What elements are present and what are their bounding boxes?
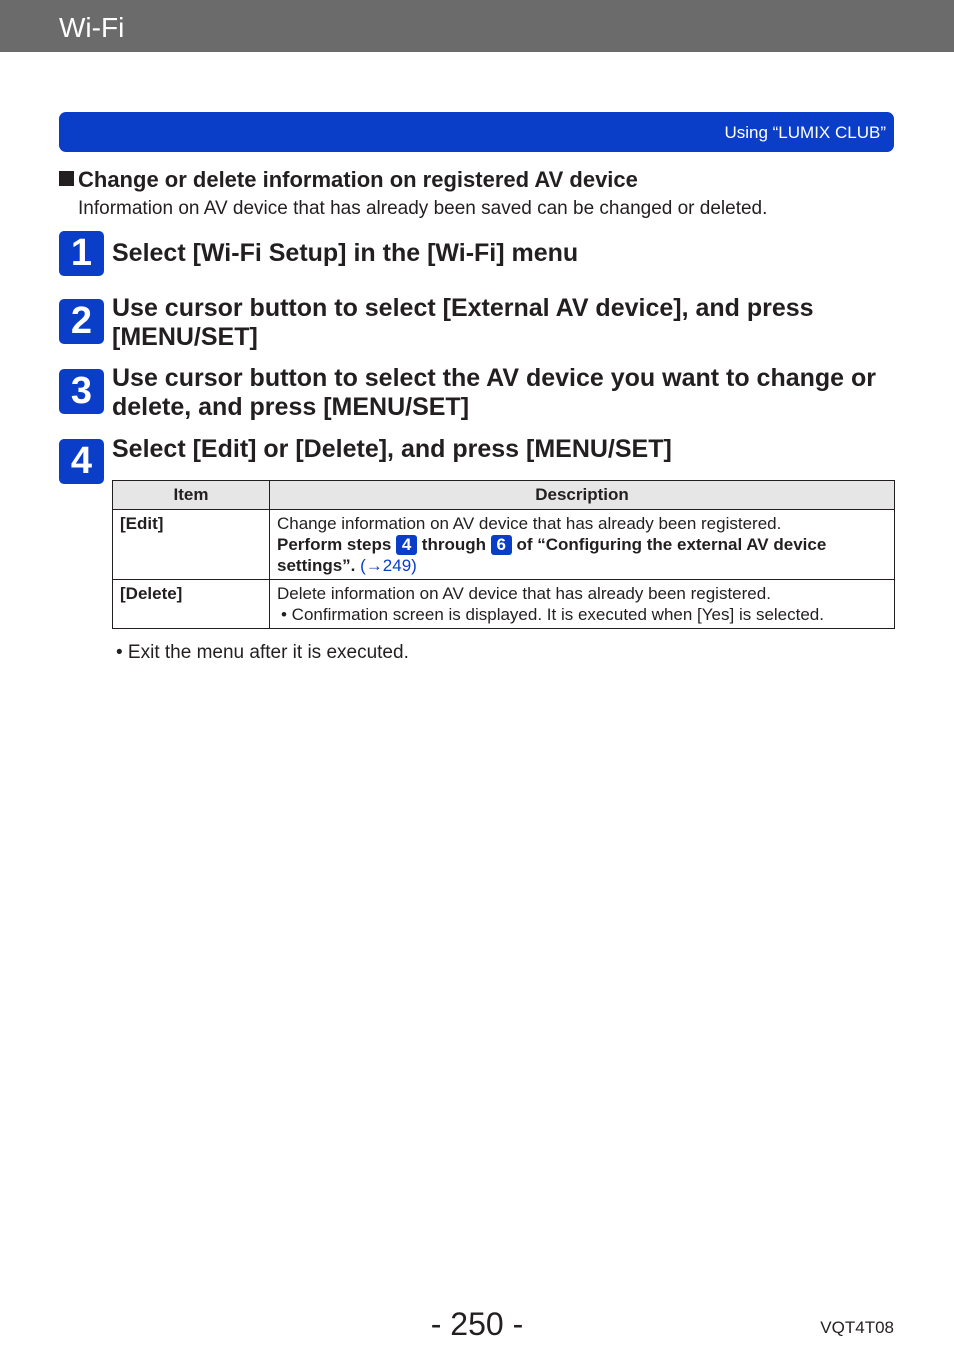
page-reference-link[interactable]: (→249)	[360, 556, 417, 575]
table-header-row	[113, 481, 895, 510]
delete-bullet-note: • Confirmation screen is displayed. It is executed when [Yes] is selected.	[281, 605, 824, 624]
table-row	[113, 580, 895, 629]
intro-text: Information on AV device that has already been saved can be changed or deleted.	[78, 198, 768, 219]
step-2-text: Use cursor button to select [External AV device], and press [MENU/SET]	[112, 294, 814, 351]
page-number: - 250 -	[430, 1306, 524, 1342]
step-3-badge: 3	[59, 369, 104, 414]
section-band	[59, 112, 894, 152]
chapter-title: Wi-Fi	[59, 12, 125, 43]
section-band-label: Using “LUMIX CLUB”	[724, 123, 886, 142]
column-header-item: Item	[113, 481, 270, 510]
square-bullet-icon	[59, 171, 74, 186]
top-header-bar	[0, 0, 954, 52]
subheading-text: Change or delete information on registered AV device	[78, 167, 638, 192]
edit-description-line: Change information on AV device that has already been registered.	[277, 514, 782, 533]
item-cell-edit: [Edit]	[113, 510, 270, 580]
step-1-badge: 1	[59, 231, 104, 276]
delete-description-line: Delete information on AV device that has already been registered.	[277, 584, 771, 603]
step-2-badge: 2	[59, 299, 104, 344]
column-header-description: Description	[270, 481, 895, 510]
step-4-inline-badge: 4	[396, 535, 417, 555]
model-code: VQT4T08	[820, 1318, 894, 1337]
step-3-text: Use cursor button to select the AV device you want to change or delete, and press [MENU/SET]	[112, 364, 877, 421]
options-table	[112, 480, 895, 629]
subheading	[59, 167, 638, 193]
step-4-text: Select [Edit] or [Delete], and press [MENU/SET]	[112, 435, 672, 463]
exit-note: • Exit the menu after it is executed.	[116, 642, 409, 663]
edit-instruction: Perform steps 4 through 6 of “Configuring the external AV device settings”. (→249)	[277, 535, 827, 575]
item-cell-delete: [Delete]	[113, 580, 270, 629]
description-cell-delete	[270, 580, 895, 629]
description-cell-edit	[270, 510, 895, 580]
step-6-inline-badge: 6	[491, 535, 512, 555]
step-1-text: Select [Wi-Fi Setup] in the [Wi-Fi] menu	[112, 239, 579, 267]
table-row	[113, 510, 895, 580]
step-4-badge: 4	[59, 439, 104, 484]
